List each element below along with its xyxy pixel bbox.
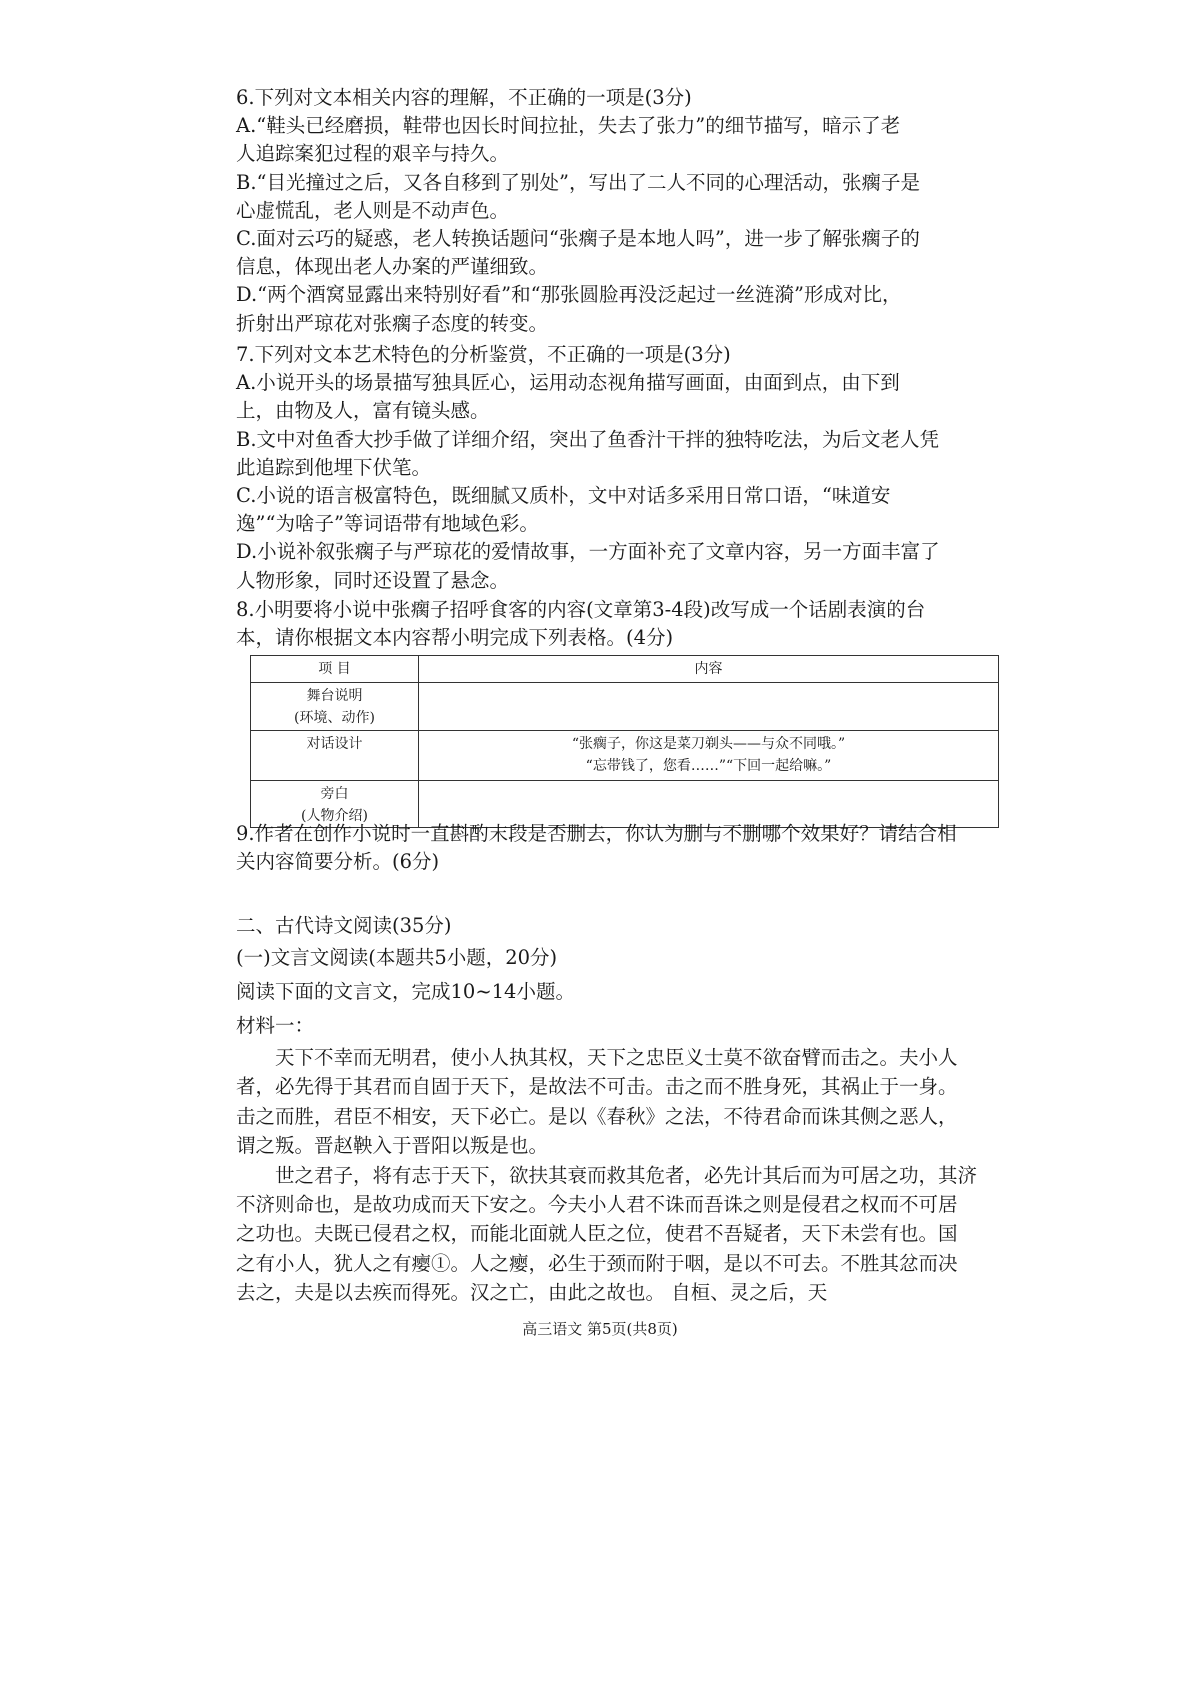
option-c-line-1: C.面对云巧的疑惑，老人转换话题问“张瘸子是本地人吗”，进一步了解张瘸子的 (236, 227, 920, 251)
passage-line: 不济则命也，是故功成而天下安之。今夫小人君不诛而吾诛之则是侵君之权而不可居 (236, 1193, 958, 1217)
row-stage-label (251, 683, 419, 731)
option-b-line-2: 此追踪到他埋下伏笔。 (236, 455, 432, 479)
dialogue-line-2: “忘带钱了，您看……”“下回一起给嘛。” (585, 758, 832, 774)
question-7-stem: 7.下列对文本艺术特色的分析鉴赏，不正确的一项是(3分) (236, 343, 731, 366)
option-d-line-2: 人物形象，同时还设置了悬念。 (236, 568, 510, 592)
dialogue-line-1: “张瘸子，你这是菜刀剃头——与众不同哦。” (571, 736, 846, 752)
option-a-line-2: 上，由物及人，富有镜头感。 (236, 399, 490, 423)
question-9-line-1: 9.作者在创作小说时一直斟酌末段是否删去，你认为删与不删哪个效果好？请结合相 (236, 822, 957, 845)
option-b-line-2: 心虚慌乱，老人则是不动声色。 (236, 198, 510, 222)
option-a-line-1: A.小说开头的场景描写独具匠心，运用动态视角描写画面，由面到点，由下到 (236, 371, 900, 395)
passage-line: 之功也。夫既已侵君之权，而能北面就人臣之位，使君不吾疑者，天下未尝有也。国 (236, 1222, 958, 1246)
row-stage-label-1: 舞台说明 (306, 688, 363, 704)
row-narration-label-2: (人物介绍) (301, 808, 368, 824)
option-c-line-2: 信息，体现出老人办案的严谨细致。 (236, 255, 549, 279)
passage-line: 世之君子，将有志于天下，欲扶其衰而救其危者，必先计其后而为可居之功，其济 (236, 1163, 978, 1187)
option-d-line-2: 折射出严琼花对张瘸子态度的转变。 (236, 311, 549, 335)
option-b-line-1: B.“目光撞过之后，又各自移到了别处”，写出了二人不同的心理活动，张瘸子是 (236, 170, 920, 194)
option-d-line-1: D.小说补叙张瘸子与严琼花的爱情故事，一方面补充了文章内容，另一方面丰富了 (236, 540, 940, 564)
passage-line: 天下不幸而无明君，使小人执其权，天下之忠臣义士莫不欲奋臂而击之。夫小人 (236, 1046, 958, 1069)
question-6 (236, 84, 1006, 338)
option-d-line-1: D.“两个酒窝显露出来特别好看”和“那张圆脸再没泛起过一丝涟漪”形成对比， (236, 283, 902, 307)
header-item: 项 目 (251, 656, 419, 683)
passage-line: 谓之叛。晋赵鞅入于晋阳以叛是也。 (236, 1134, 549, 1158)
question-8 (236, 596, 1006, 652)
row-narration-label-1: 旁白 (320, 786, 349, 802)
passage-line: 击之而胜，君臣不相安，天下必亡。是以《春秋》之法，不待君命而诛其侧之恶人， (236, 1104, 958, 1128)
reading-instruction: 阅读下面的文言文，完成10~14小题。 (236, 980, 575, 1003)
row-stage-answer-cell[interactable] (419, 683, 999, 731)
material-label: 材料一： (236, 1014, 315, 1037)
question-6-stem: 6.下列对文本相关内容的理解，不正确的一项是(3分) (236, 86, 692, 109)
script-table (250, 655, 999, 828)
question-7 (236, 341, 1006, 595)
classical-passage (236, 1043, 1006, 1308)
page-footer: 高三语文 第5页(共8页) (522, 1320, 678, 1338)
question-9 (236, 820, 1006, 876)
option-c-line-1: C.小说的语言极富特色，既细腻又质朴，文中对话多采用日常口语，“味道安 (236, 484, 891, 508)
passage-line: 之有小人，犹人之有瘿①。人之瘿，必生于颈而附于咽，是以不可去。不胜其忿而决 (236, 1251, 958, 1275)
row-dialogue-content (419, 731, 999, 781)
question-8-line-1: 8.小明要将小说中张瘸子招呼食客的内容(文章第3-4段)改写成一个话剧表演的台 (236, 598, 926, 621)
subsection-title: (一)文言文阅读(本题共5小题，20分) (236, 946, 558, 969)
option-c-line-2: 逸”“为啥子”等词语带有地域色彩。 (236, 512, 539, 536)
option-a-line-1: A.“鞋头已经磨损，鞋带也因长时间拉扯，失去了张力”的细节描写，暗示了老 (236, 114, 901, 138)
header-content: 内容 (419, 656, 999, 683)
question-9-line-2: 关内容简要分析。(6分) (236, 850, 440, 874)
passage-line: 者，必先得于其君而自固于天下，是故法不可击。击之而不胜身死，其祸止于一身。 (236, 1075, 958, 1099)
row-stage-label-2: (环境、动作) (294, 710, 375, 726)
row-dialogue-label: 对话设计 (251, 731, 419, 781)
passage-line: 去之，夫是以去疾而得死。汉之亡，由此之故也。 自桓、灵之后，天 (236, 1281, 828, 1305)
option-a-line-2: 人追踪案犯过程的艰辛与持久。 (236, 142, 510, 166)
section-title: 二、古代诗文阅读(35分) (236, 914, 452, 937)
option-b-line-1: B.文中对鱼香大抄手做了详细介绍，突出了鱼香汁干拌的独特吃法，为后文老人凭 (236, 427, 940, 451)
question-8-line-2: 本，请你根据文本内容帮小明完成下列表格。(4分) (236, 626, 674, 650)
